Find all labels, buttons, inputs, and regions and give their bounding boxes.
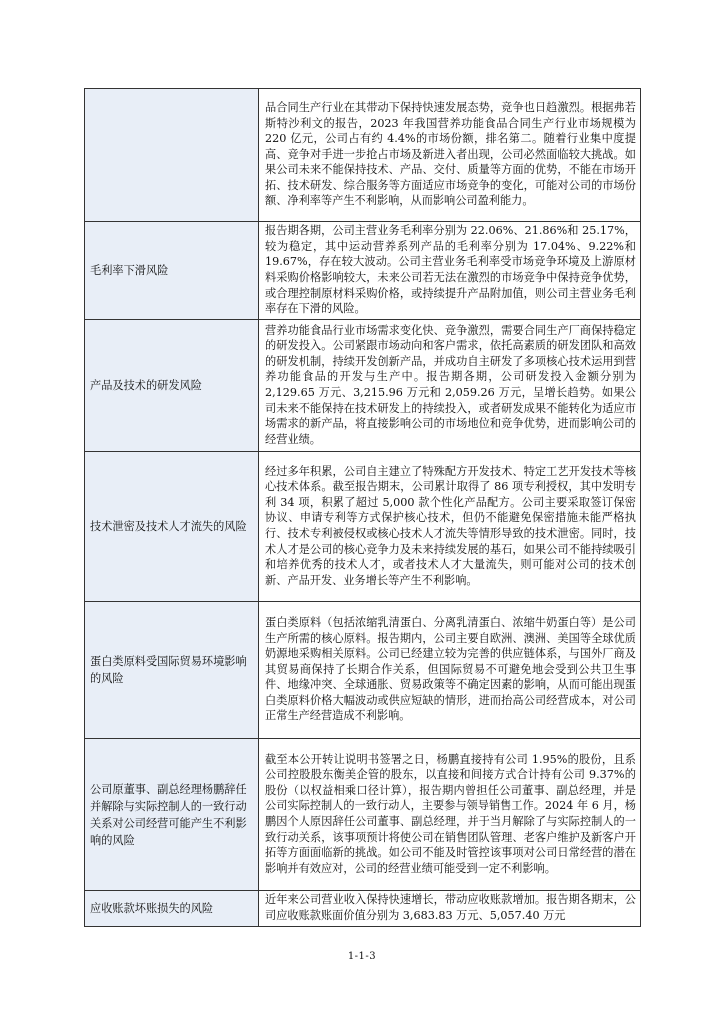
table-row <box>85 452 641 602</box>
risk-description-cell: 近年来公司营业收入保持快速增长，带动应收账款增加。报告期各期末，公司应收账款账面价值分别为 3,683.83 万元、5,057.40 万元 <box>259 891 641 927</box>
risk-name-cell: 应收账款坏账损失的风险 <box>85 891 259 927</box>
risk-description-cell: 报告期各期，公司主营业务毛利率分别为 22.06%、21.86%和 25.17%，较为稳定，其中运动营养系列产品的毛利率分别为 17.04%、9.22%和 19.67%，存在较大波动。公司主营业务毛利率受市场竞争环境及上游原材料采购价格影响较大，未来公司若无法在激烈的市场竞争中保持竞争优势，或合理控制原材料采购价格，或持续提升产品附加值，则公司主营业务毛利率存在下滑的风险。 <box>259 222 641 320</box>
risk-description-cell: 蛋白类原料（包括浓缩乳清蛋白、分离乳清蛋白、浓缩牛奶蛋白等）是公司生产所需的核心原料。报告期内，公司主要自欧洲、澳洲、美国等全球优质奶源地采购相关原料。公司已经建立较为完善的供应链体系，与国外厂商及其贸易商保持了长期合作关系，但国际贸易不可避免地会受到公共卫生事件、地缘冲突、全球通胀、贸易政策等不确定因素的影响，从而可能出现蛋白类原料价格大幅波动或供应短缺的情形，进而抬高公司经营成本，对公司正常生产经营造成不利影响。 <box>259 602 641 739</box>
risk-description-cell: 截至本公开转让说明书签署之日，杨鹏直接持有公司 1.95%的股份，且系公司控股股东衡美企管的股东，以直接和间接方式合计持有公司 9.37%的股份（以权益相乘口径计算），报告期内曾担任公司董事、副总经理，并是公司实际控制人的一致行动人，主要参与领导销售工作。2024 年 6 月，杨鹏因个人原因辞任公司董事、副总经理，并于当月解除了与实际控制人的一致行动关系，该事项预计将使公司在销售团队管理、老客户维护及新客户开拓等方面面临新的挑战。如公司不能及时管控该事项对公司日常经营的潜在影响并有效应对，公司的经营业绩可能受到一定不利影响。 <box>259 739 641 891</box>
risk-name-cell: 技术泄密及技术人才流失的风险 <box>85 452 259 602</box>
table-row <box>85 320 641 452</box>
risk-name-cell: 产品及技术的研发风险 <box>85 320 259 452</box>
table-row <box>85 602 641 739</box>
risk-description-cell: 经过多年积累，公司自主建立了特殊配方开发技术、特定工艺开发技术等核心技术体系。截至报告期末，公司累计取得了 86 项专利授权，其中发明专利 34 项，积累了超过 5,000 款个性化产品配方。公司主要采取签订保密协议、申请专利等方式保护核心技术，但仍不能避免保密措施未能严格执行、技术专利被侵权或核心技术人才流失等情形导致的技术泄密。同时，技术人才是公司的核心竞争力及未来持续发展的基石，如果公司不能持续吸引和培养优秀的技术人才，或者技术人才大量流失，则可能对公司的技术创新、产品开发、业务增长等产生不利影响。 <box>259 452 641 602</box>
risk-name-cell: 蛋白类原料受国际贸易环境影响的风险 <box>85 602 259 739</box>
table-row <box>85 89 641 222</box>
risk-description-cell: 品合同生产行业在其带动下保持快速发展态势，竞争也日趋激烈。根据弗若斯特沙利文的报告，2023 年我国营养功能食品合同生产行业市场规模为 220 亿元，公司占有约 4.4%的市场份额，排名第二。随着行业集中度提高、竞争对手进一步抢占市场及新进入者出现，公司必然面临较大挑战。如果公司未来不能保持技术、产品、交付、质量等方面的优势，不能在市场开拓、技术研发、综合服务等方面适应市场竞争的变化，可能对公司的市场份额、净利率等产生不利影响，从而影响公司盈利能力。 <box>259 89 641 222</box>
table-row <box>85 222 641 320</box>
risk-factor-table <box>84 88 641 927</box>
risk-name-cell <box>85 89 259 222</box>
risk-name-cell: 毛利率下滑风险 <box>85 222 259 320</box>
table-row <box>85 739 641 891</box>
table-row <box>85 891 641 927</box>
risk-name-cell: 公司原董事、副总经理杨鹏辞任并解除与实际控制人的一致行动关系对公司经营可能产生不利影响的风险 <box>85 739 259 891</box>
page-number: 1-1-3 <box>347 951 377 962</box>
risk-description-cell: 营养功能食品行业市场需求变化快、竞争激烈，需要合同生产厂商保持稳定的研发投入。公司紧跟市场动向和客户需求，依托高素质的研发团队和高效的研发机制，持续开发创新产品，并成功自主研发了多项核心技术运用到营养功能食品的开发与生产中。报告期各期，公司研发投入金额分别为 2,129.65 万元、3,215.96 万元和 2,059.26 万元，呈增长趋势。如果公司未来不能保持在技术研发上的持续投入，或者研发成果不能转化为适应市场需求的新产品，将直接影响公司的市场地位和竞争优势，进而影响公司的经营业绩。 <box>259 320 641 452</box>
